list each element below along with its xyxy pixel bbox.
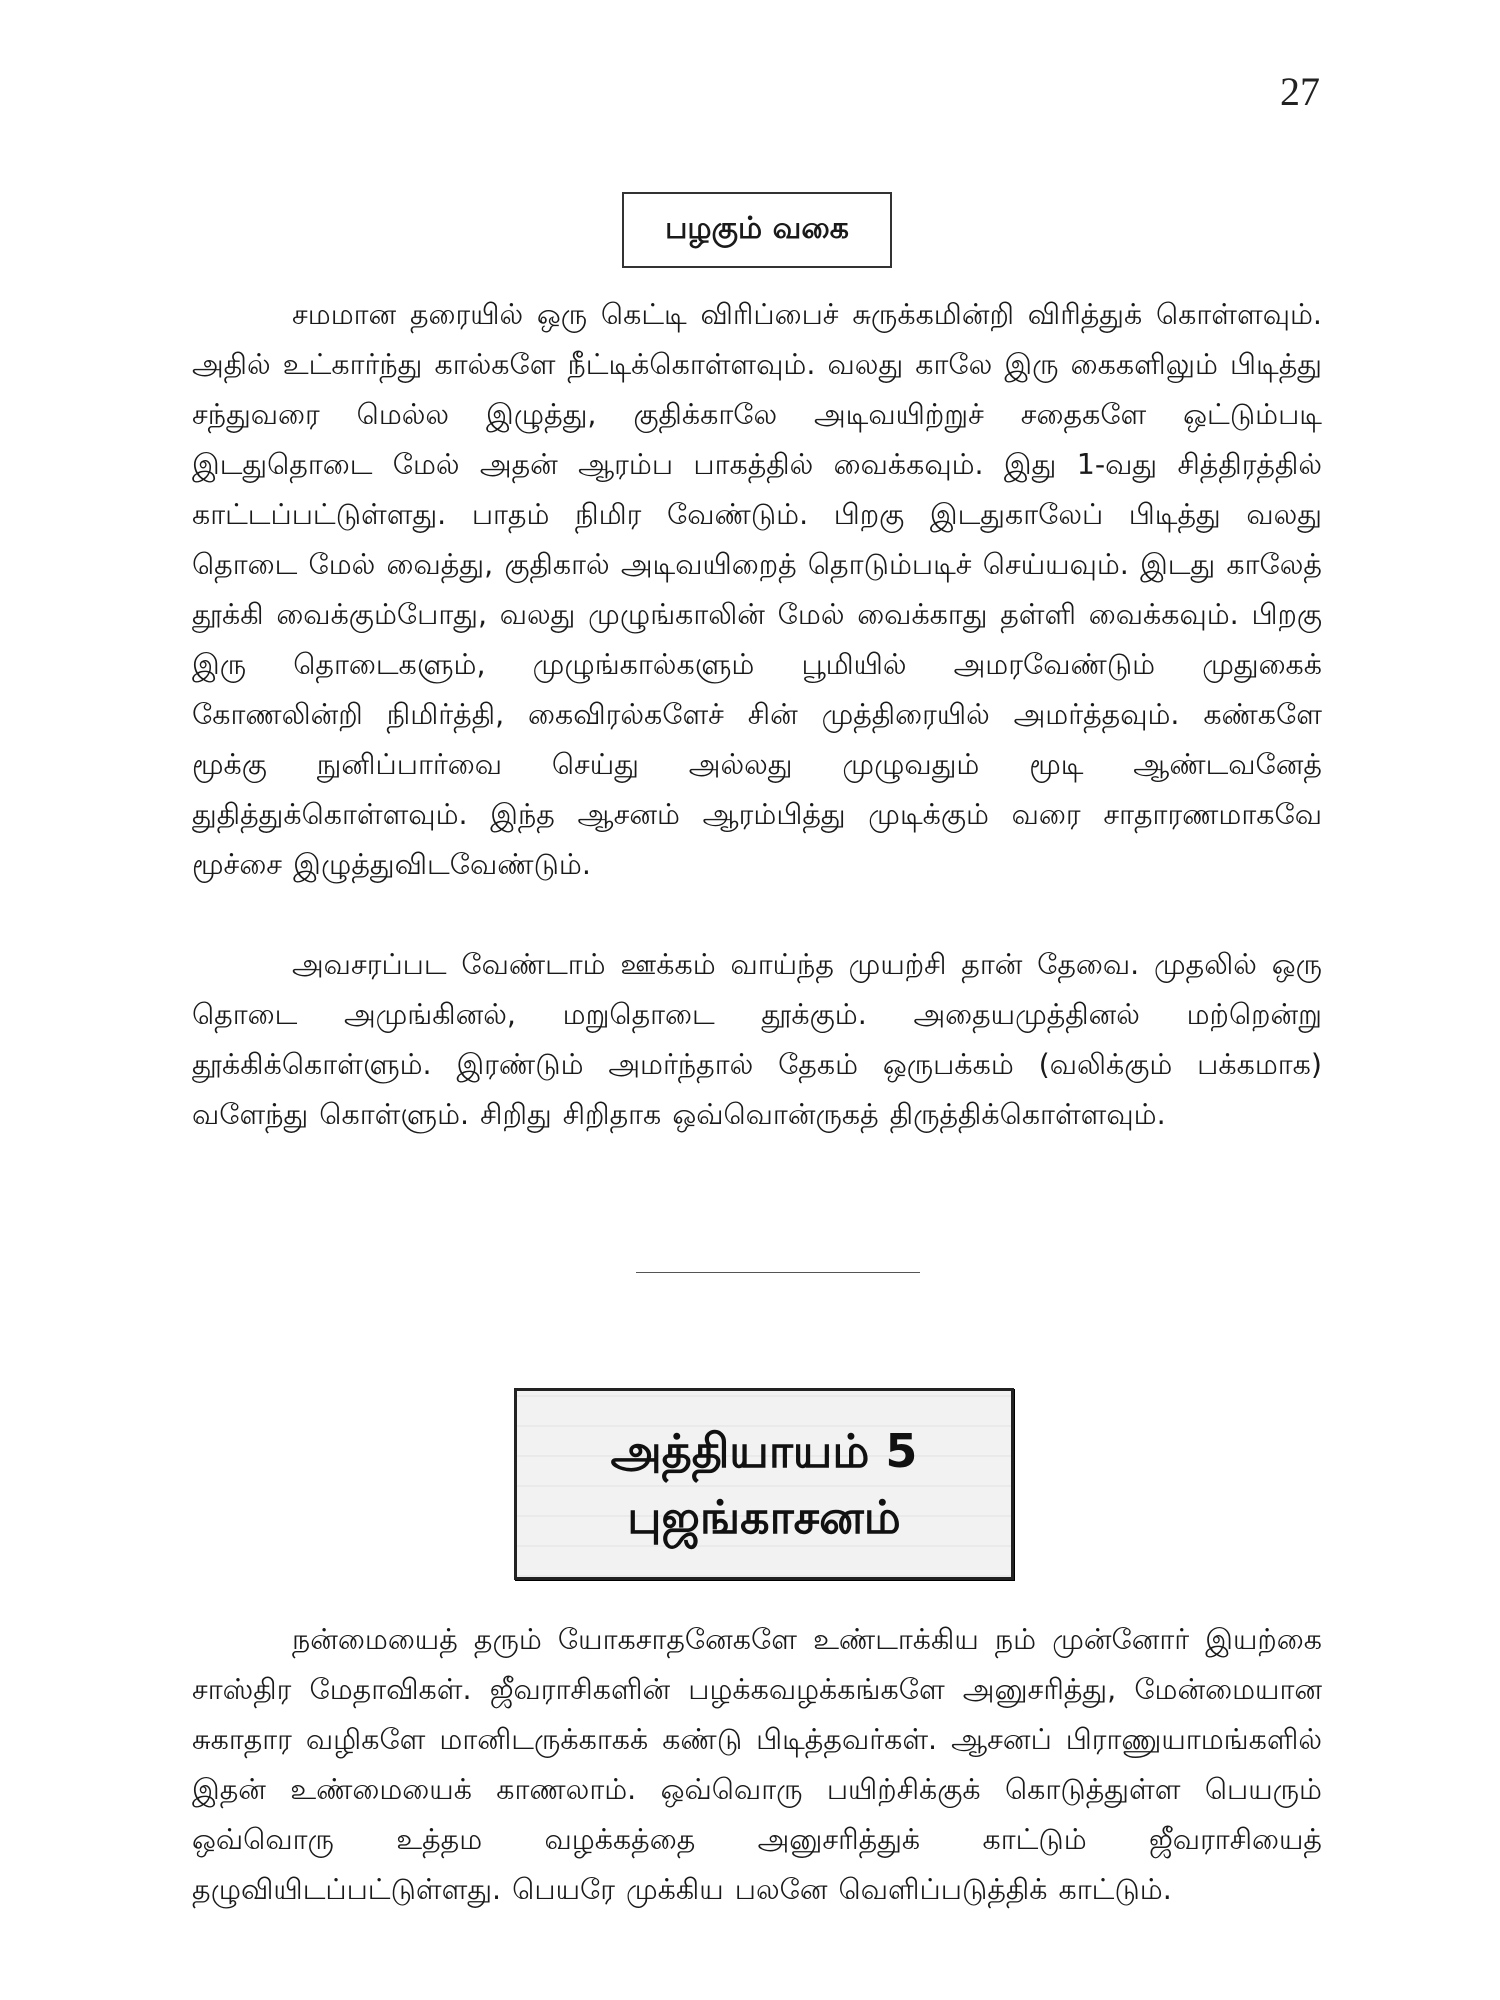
paragraph-chapter-intro: நன்மையைத் தரும் யோகசாதனேகளே உண்டாக்கிய நம் முன்னோர் இயற்கை சாஸ்திர மேதாவிகள். ஜீவராசிகளின் பழக்கவழக்கங்களே அனுசரித்து, மேன்மையான சுகாதார வழிகளே மானிடருக்காகக் கண்டு பிடித்தவர்கள். ஆசனப் பிராணுயாமங்களில் இதன் உண்மையைக் காணலாம். ஒவ்வொரு பயிற்சிக்குக் கொடுத்துள்ள பெயரும் ஒவ்வொரு உத்தம வழக்கத்தை அனுசரித்துக் காட்டும் ஜீவராசியைத் தழுவியிடப்பட்டுள்ளது. பெயரே முக்கிய பலனே வெளிப்படுத்திக் காட்டும். (192, 1623, 1322, 1906)
page-number: 27 (1280, 69, 1320, 114)
chapter-number: அத்தியாயம் 5 (610, 1424, 918, 1478)
section-divider (636, 1272, 920, 1273)
paragraph-practice-advice: அவசரப்பட வேண்டாம் ஊக்கம் வாய்ந்த முயற்சி தான் தேவை. முதலில் ஒரு தொடை அமுங்கினல், மறுதொடை தூக்கும். அதையமுத்தினல் மற்றென்று தூக்கிக்கொள்ளும். இரண்டும் அமர்ந்தால் தேகம் ஒருபக்கம் (வலிக்கும் பக்கமாக) வளேந்து கொள்ளும். சிறிது சிறிதாக ஒவ்வொன்ருகத் திருத்திக்கொள்ளவும். (192, 948, 1322, 1131)
section-title-box (622, 192, 892, 268)
chapter-title: புஜங்காசனம் (627, 1490, 901, 1544)
paragraph-practice-method: சமமான தரையில் ஒரு கெட்டி விரிப்பைச் சுருக்கமின்றி விரித்துக் கொள்ளவும். அதில் உட்கார்ந்து கால்களே நீட்டிக்கொள்ளவும். வலது காலே இரு கைகளிலும் பிடித்து சந்துவரை மெல்ல இழுத்து, குதிக்காலே அடிவயிற்றுச் சதைகளே ஒட்டும்படி இடதுதொடை மேல் அதன் ஆரம்ப பாகத்தில் வைக்கவும். இது 1-வது சித்திரத்தில் காட்டப்பட்டுள்ளது. பாதம் நிமிர வேண்டும். பிறகு இடதுகாலேப் பிடித்து வலது தொடை மேல் வைத்து, குதிகால் அடிவயிறைத் தொடும்படிச் செய்யவும். இடது காலேத் தூக்கி வைக்கும்போது, வலது முழுங்காலின் மேல் வைக்காது தள்ளி வைக்கவும். பிறகு இரு தொடைகளும், முழுங்கால்களும் பூமியில் அமரவேண்டும் முதுகைக் கோணலின்றி நிமிர்த்தி, கைவிரல்களேச் சின் முத்திரையில் அமர்த்தவும். கண்களே மூக்கு நுனிப்பார்வை செய்து அல்லது முழுவதும் மூடி ஆண்டவனேத் துதித்துக்கொள்ளவும். இந்த ஆசனம் ஆரம்பித்து முடிக்கும் வரை சாதாரணமாகவே மூச்சை இழுத்துவிடவேண்டும். (192, 298, 1322, 881)
chapter-title-box (514, 1388, 1014, 1580)
section-title: பழகும் வகை (665, 210, 849, 246)
